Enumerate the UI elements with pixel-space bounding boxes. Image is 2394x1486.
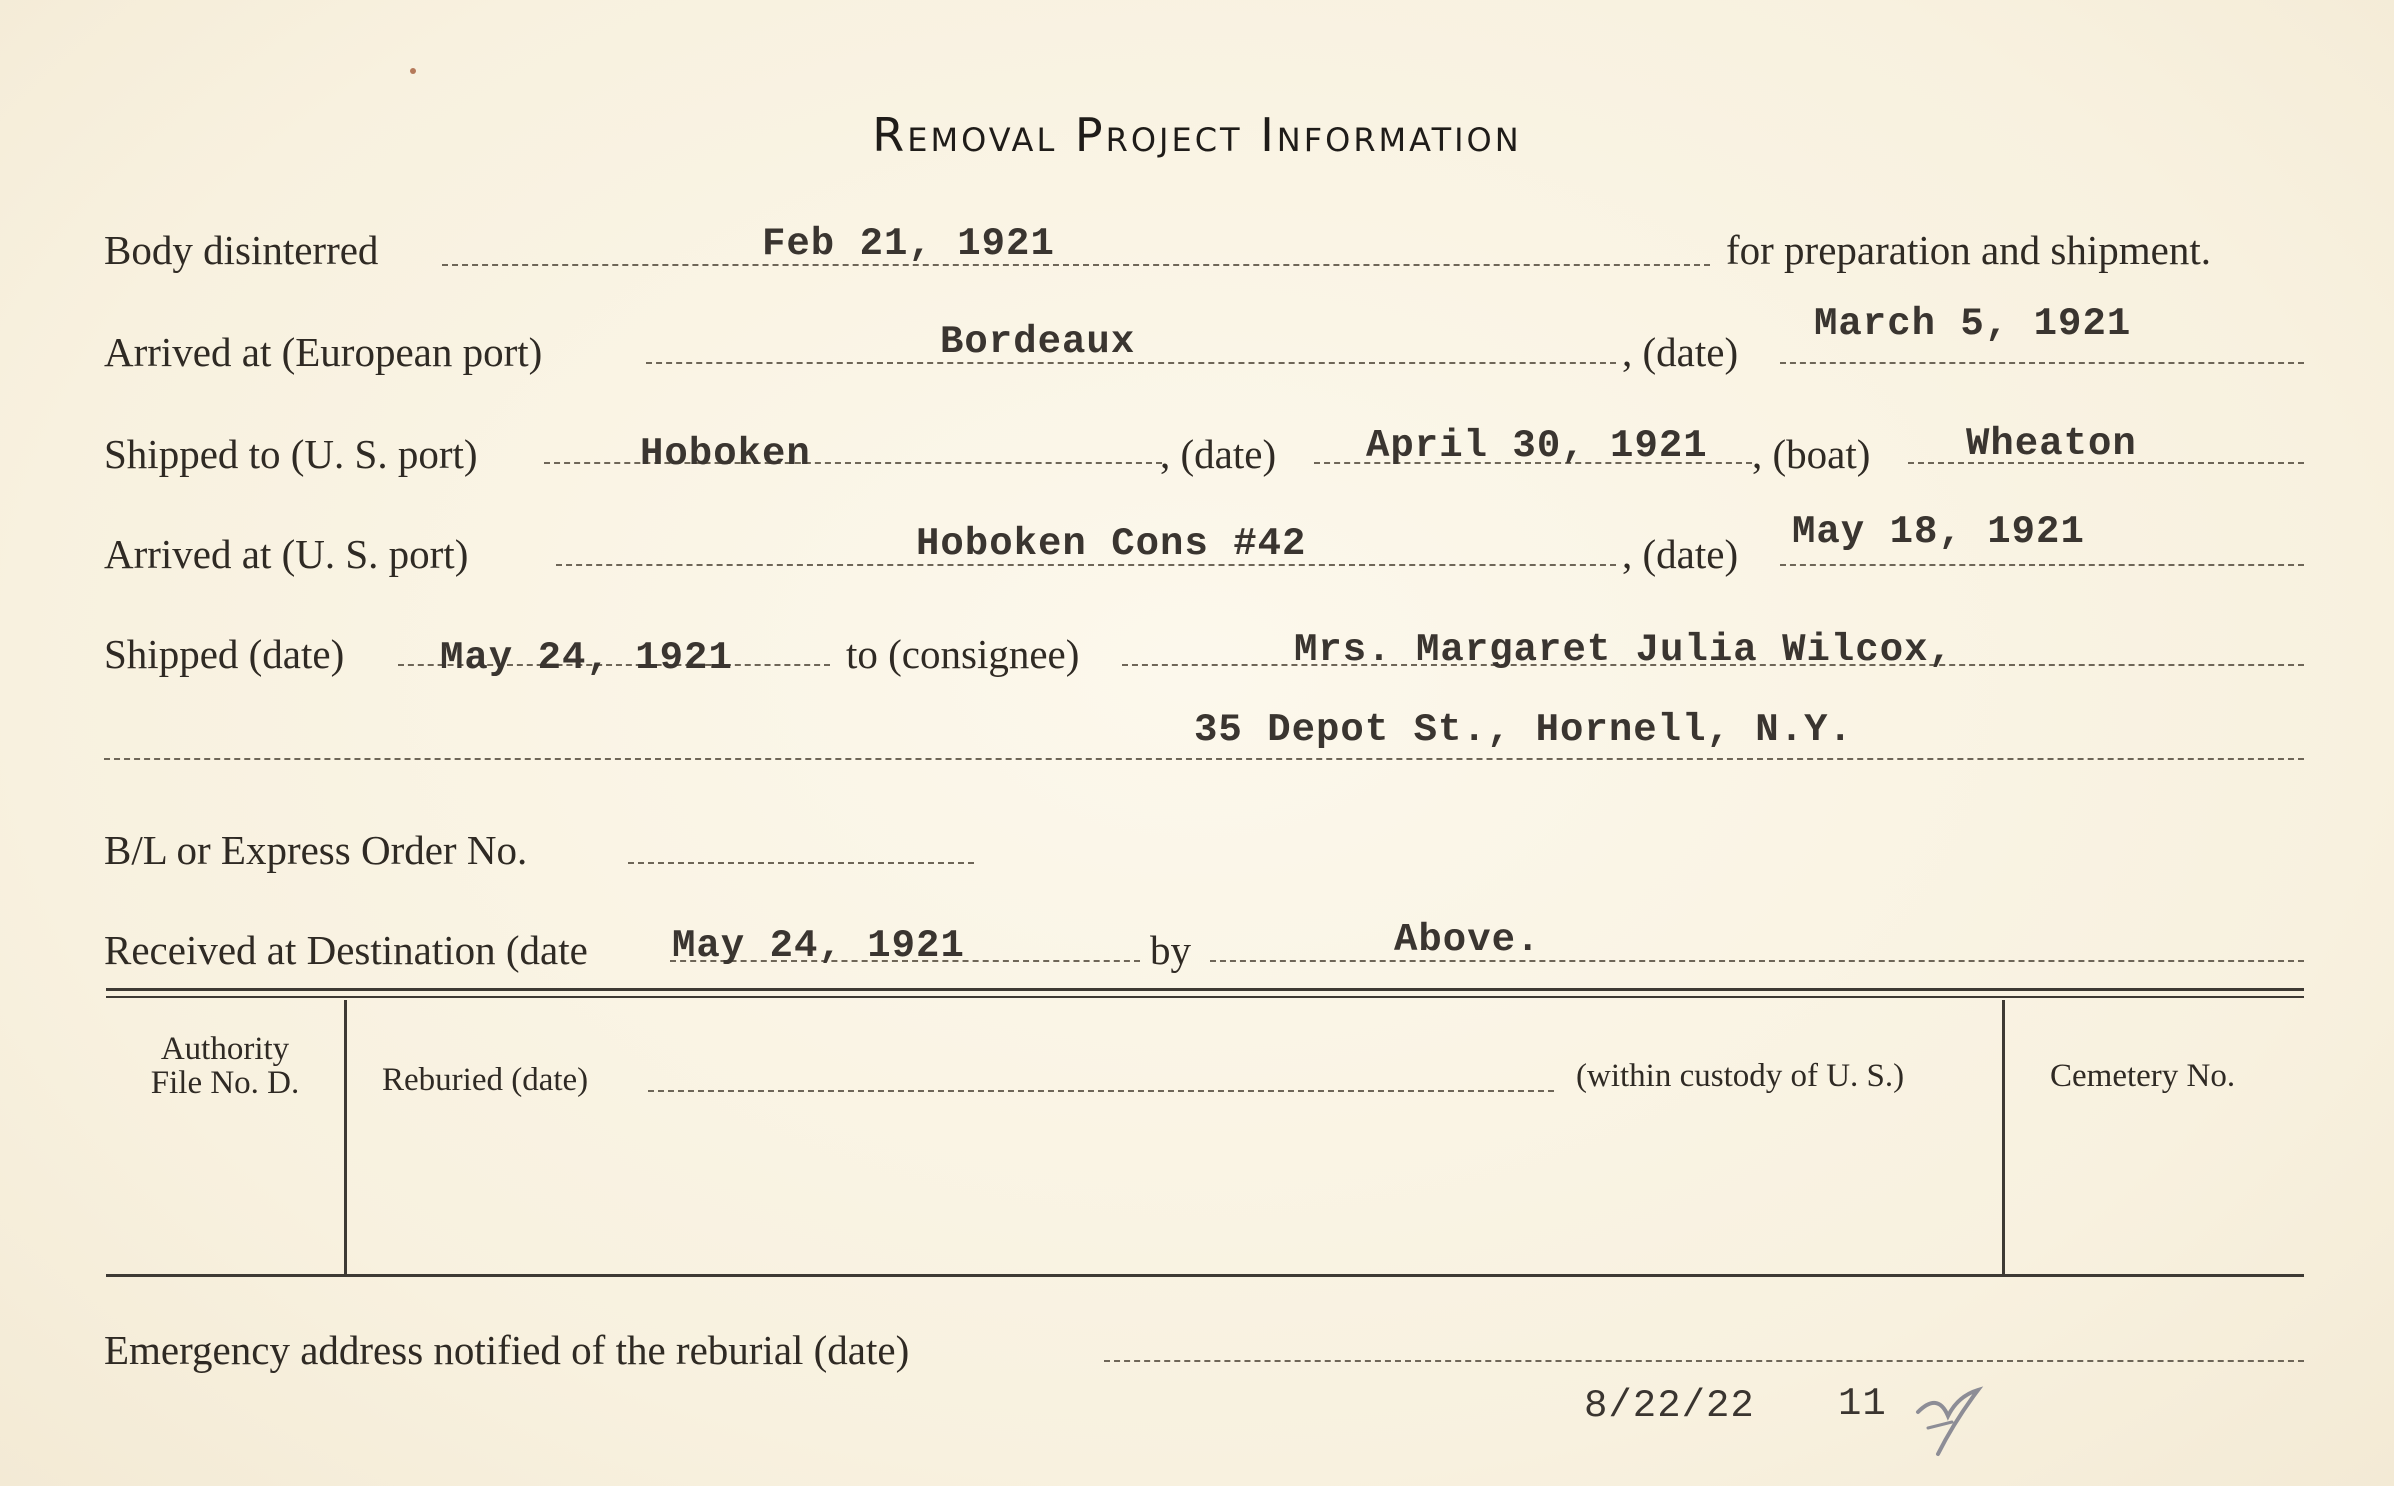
- reburied-label: Reburied (date): [382, 1062, 589, 1098]
- bl-label: B/L or Express Order No.: [104, 827, 528, 873]
- reburied-line: [648, 1090, 1554, 1092]
- shipped-to-label: Shipped to (U. S. port): [104, 431, 478, 477]
- address-line: [104, 758, 2304, 760]
- arrived-eu-date: March 5, 1921: [1814, 302, 2132, 346]
- emergency-label: Emergency address notified of the reburial (date): [104, 1327, 910, 1373]
- shipped-date-value: May 24, 1921: [440, 636, 733, 680]
- arrived-eu-date-line: [1780, 362, 2304, 364]
- disinterred-suffix: for preparation and shipment.: [1726, 227, 2212, 273]
- shipped-to-boat: Wheaton: [1966, 422, 2137, 466]
- footer-date: 8/22/22: [1584, 1384, 1755, 1428]
- arrived-us-port: Hoboken Cons #42: [916, 522, 1307, 566]
- received-by-line: [1210, 960, 2304, 962]
- consignee-address: 35 Depot St., Hornell, N.Y.: [1194, 708, 1853, 752]
- authority-line-1: Authority: [160, 1031, 290, 1067]
- authority-label: [106, 1032, 344, 1100]
- arrived-eu-port: Bordeaux: [940, 320, 1136, 364]
- custody-label: (within custody of U. S.): [1576, 1058, 1905, 1094]
- box-top-rule-2: [106, 996, 2304, 998]
- arrived-us-label: Arrived at (U. S. port): [104, 531, 469, 577]
- consignee-label: to (consignee): [846, 631, 1080, 677]
- disinterred-value: Feb 21, 1921: [762, 222, 1055, 266]
- shipped-to-line: [544, 462, 1162, 464]
- handwritten-mark: [1908, 1382, 1998, 1462]
- footer-code: 11: [1838, 1382, 1887, 1426]
- received-by-label: by: [1150, 927, 1191, 973]
- arrived-us-date-line: [1780, 564, 2304, 566]
- cemetery-label: Cemetery No.: [2050, 1058, 2236, 1094]
- shipped-date-label: Shipped (date): [104, 631, 345, 677]
- consignee-name: Mrs. Margaret Julia Wilcox,: [1294, 628, 1953, 672]
- emergency-line: [1104, 1360, 2304, 1362]
- received-label: Received at Destination (date: [104, 927, 588, 973]
- box-bottom-rule: [106, 1274, 2304, 1277]
- shipped-to-port: Hoboken: [640, 432, 811, 476]
- page-title: Removal Project Information: [872, 108, 1522, 162]
- arrived-eu-label: Arrived at (European port): [104, 329, 543, 375]
- ink-speck: [410, 68, 416, 74]
- box-divider-left: [344, 1000, 347, 1276]
- bl-line: [628, 862, 974, 864]
- arrived-us-date-label: , (date): [1622, 531, 1739, 577]
- received-by-value: Above.: [1394, 918, 1541, 962]
- received-date: May 24, 1921: [672, 924, 965, 968]
- arrived-eu-date-label: , (date): [1622, 329, 1739, 375]
- disinterred-label: Body disinterred: [104, 227, 379, 273]
- authority-line-2: File No. D.: [150, 1065, 300, 1101]
- disinterred-line: [442, 264, 1710, 266]
- box-divider-right: [2002, 1000, 2005, 1276]
- shipped-to-date: April 30, 1921: [1366, 424, 1708, 468]
- arrived-us-date: May 18, 1921: [1792, 510, 2085, 554]
- shipped-to-date-label: , (date): [1160, 431, 1277, 477]
- shipped-to-boat-label: , (boat): [1752, 431, 1871, 477]
- box-top-rule: [106, 988, 2304, 991]
